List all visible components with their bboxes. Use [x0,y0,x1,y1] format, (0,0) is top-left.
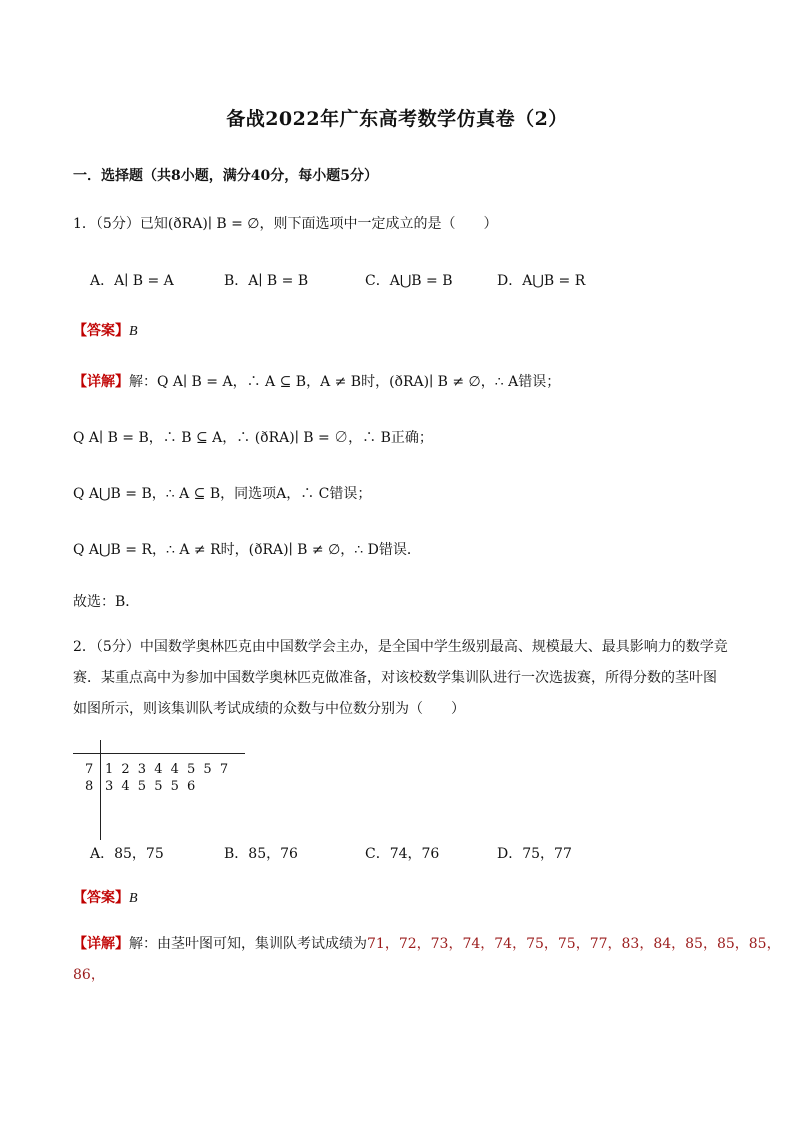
q2-option-a: A．85，75 [90,846,164,862]
section-heading: 一．选择题（共8小题，满分40分，每小题5分） [73,168,378,184]
q1-detail-line-2: Q A∣ B = B，∴ B ⊆ A，∴ (ðRA)∣ B = ∅，∴ B正确； [73,430,433,446]
q1-stem: 1．（5分）已知(ðRA)∣ B = ∅，则下面选项中一定成立的是（ ） [73,216,498,232]
q2-option-b: B．85，76 [224,846,298,862]
q2-stem-line-3: 如图所示，则该集训队考试成绩的众数与中位数分别为（ ） [73,701,465,717]
scores-list: 71，72，73，74，74，75，75，77，83，84，85，85，85， [367,936,781,952]
q2-answer [73,887,138,907]
q2-detail-line-2: 86， [73,967,105,983]
answer-tag: 【答案】 [73,323,129,339]
q2-stem-line-1: 2．（5分）中国数学奥林匹克由中国数学会主办，是全国中学生级别最高、规模最大、最具影响力的数学竞 [73,639,728,655]
q1-answer [73,320,138,340]
stem-leaf-divider [100,740,101,840]
answer-value: B [129,324,138,339]
q1-conclusion: 故选：B． [73,594,140,610]
answer-value: B [129,891,138,906]
q1-detail-line-3: Q A⋃B = B，∴ A ⊆ B，同选项A，∴ C错误； [73,486,372,502]
q1-detail-line-1 [73,371,560,391]
leaf-values: 3 4 5 5 5 6 [105,779,198,794]
detail-text: 解：Q A∣ B = A，∴ A ⊆ B，A ≠ B时，(ðRA)∣ B ≠ ∅，∴ A错误； [129,374,561,390]
page-title: 备战2022年广东高考数学仿真卷（2） [226,108,568,130]
detail-tag: 【详解】 [73,936,129,952]
stem-value: 8 [85,779,94,794]
detail-text: 解：由茎叶图可知，集训队考试成绩为 [129,936,367,952]
detail-tag: 【详解】 [73,374,129,390]
answer-tag: 【答案】 [73,890,129,906]
q2-stem-line-2: 赛．某重点高中为参加中国数学奥林匹克做准备，对该校数学集训队进行一次选拔赛，所得分数的茎叶图 [73,670,717,686]
q1-option-c: C．A⋃B = B [365,273,453,289]
q1-option-b: B．A∣ B = B [224,273,309,289]
stem-leaf-plot [73,740,253,840]
stem-leaf-header-rule [73,753,245,754]
leaf-values: 1 2 3 4 4 5 5 7 [105,762,231,777]
q2-detail-line-1 [73,933,781,953]
q1-option-d: D．A⋃B = R [497,273,586,289]
q1-option-a: A．A∣ B = A [90,273,174,289]
q1-detail-line-4: Q A⋃B = R，∴ A ≠ R时，(ðRA)∣ B ≠ ∅，∴ D错误． [73,542,421,558]
q2-option-c: C．74，76 [365,846,440,862]
stem-value: 7 [85,762,94,777]
q2-option-d: D．75，77 [497,846,572,862]
